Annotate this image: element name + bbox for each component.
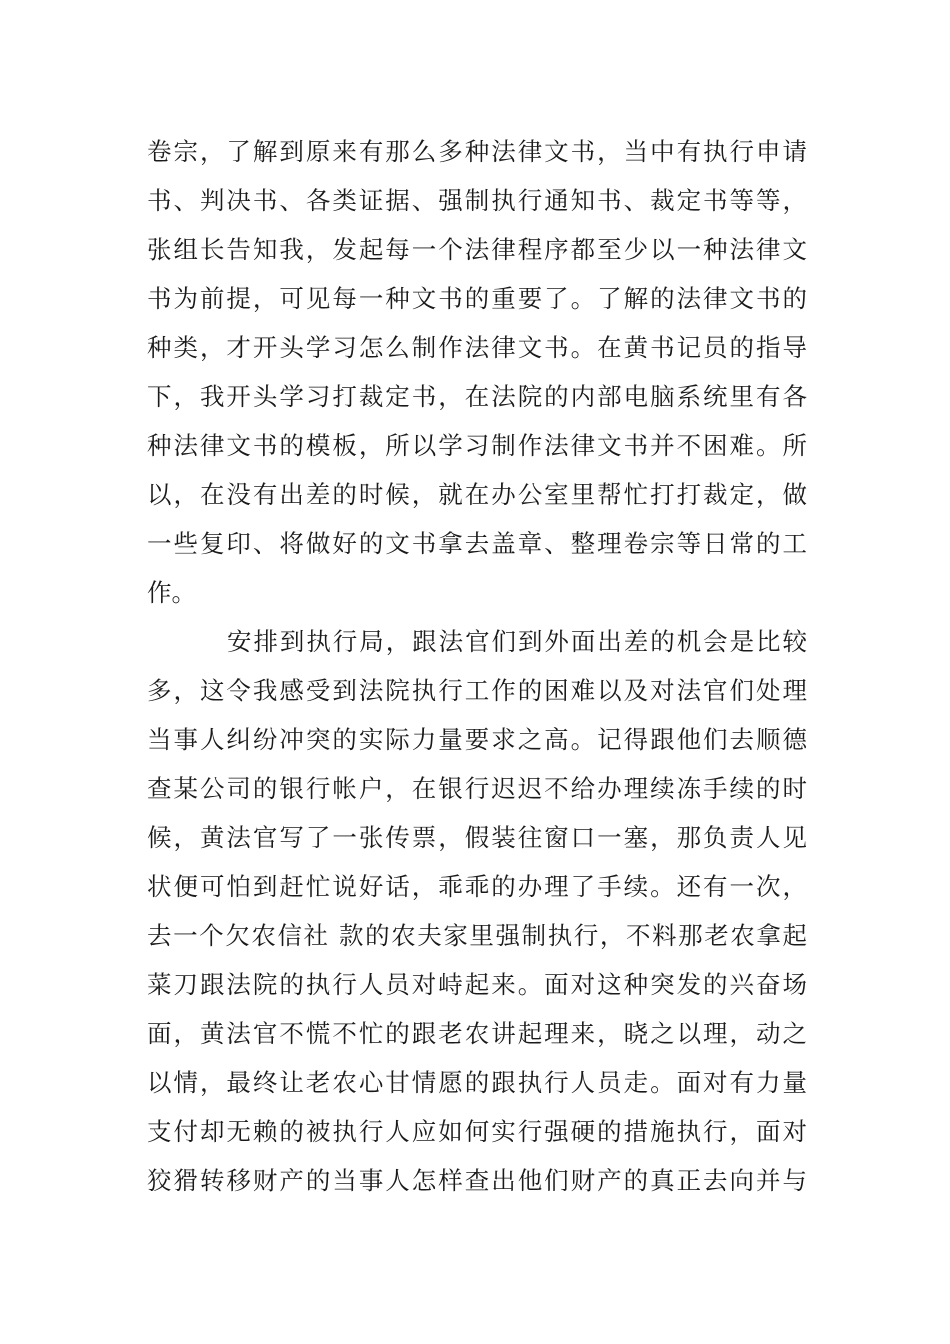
text-line: 多，这令我感受到法院执行工作的困难以及对法官们处理: [147, 676, 807, 705]
text-line: 菜刀跟法院的执行人员对峙起来。面对这种突发的兴奋场: [147, 970, 807, 999]
document-body: [147, 127, 807, 1205]
text-line: 书、判决书、各类证据、强制执行通知书、裁定书等等，: [147, 186, 807, 215]
text-line: 去一个欠农信社 款的农夫家里强制执行，不料那老农拿起: [147, 921, 807, 950]
text-line: 支付却无赖的被执行人应如何实行强硬的措施执行，面对: [147, 1117, 807, 1146]
text-line: 查某公司的银行帐户，在银行迟迟不给办理续冻手续的时: [147, 774, 807, 803]
text-line: 候，黄法官写了一张传票，假装往窗口一塞，那负责人见: [147, 823, 807, 852]
text-line: 种类，才开头学习怎么制作法律文书。在黄书记员的指导: [147, 333, 807, 362]
text-line: 面，黄法官不慌不忙的跟老农讲起理来，晓之以理，动之: [147, 1019, 807, 1048]
text-line: 以，在没有出差的时候，就在办公室里帮忙打打裁定，做: [147, 480, 807, 509]
text-line: 一些复印、将做好的文书拿去盖章、整理卷宗等日常的工: [147, 529, 807, 558]
text-line: 书为前提，可见每一种文书的重要了。了解的法律文书的: [147, 284, 807, 313]
text-line: 作。: [147, 578, 196, 607]
text-line: 下，我开头学习打裁定书，在法院的内部电脑系统里有各: [147, 382, 807, 411]
text-line: 种法律文书的模板，所以学习制作法律文书并不困难。所: [147, 431, 807, 460]
paragraph-2: [147, 617, 807, 1205]
text-line: 当事人纠纷冲突的实际力量要求之高。记得跟他们去顺德: [147, 725, 807, 754]
text-line: 卷宗，了解到原来有那么多种法律文书，当中有执行申请: [147, 137, 807, 166]
text-line: 状便可怕到赶忙说好话，乖乖的办理了手续。还有一次，: [147, 872, 807, 901]
text-line: 狡猾转移财产的当事人怎样查出他们财产的真正去向并与: [147, 1166, 807, 1195]
paragraph-1: [147, 127, 807, 617]
text-line: 以情，最终让老农心甘情愿的跟执行人员走。面对有力量: [147, 1068, 807, 1097]
text-line: 张组长告知我，发起每一个法律程序都至少以一种法律文: [147, 235, 807, 264]
text-line: 安排到执行局，跟法官们到外面出差的机会是比较: [227, 627, 807, 656]
